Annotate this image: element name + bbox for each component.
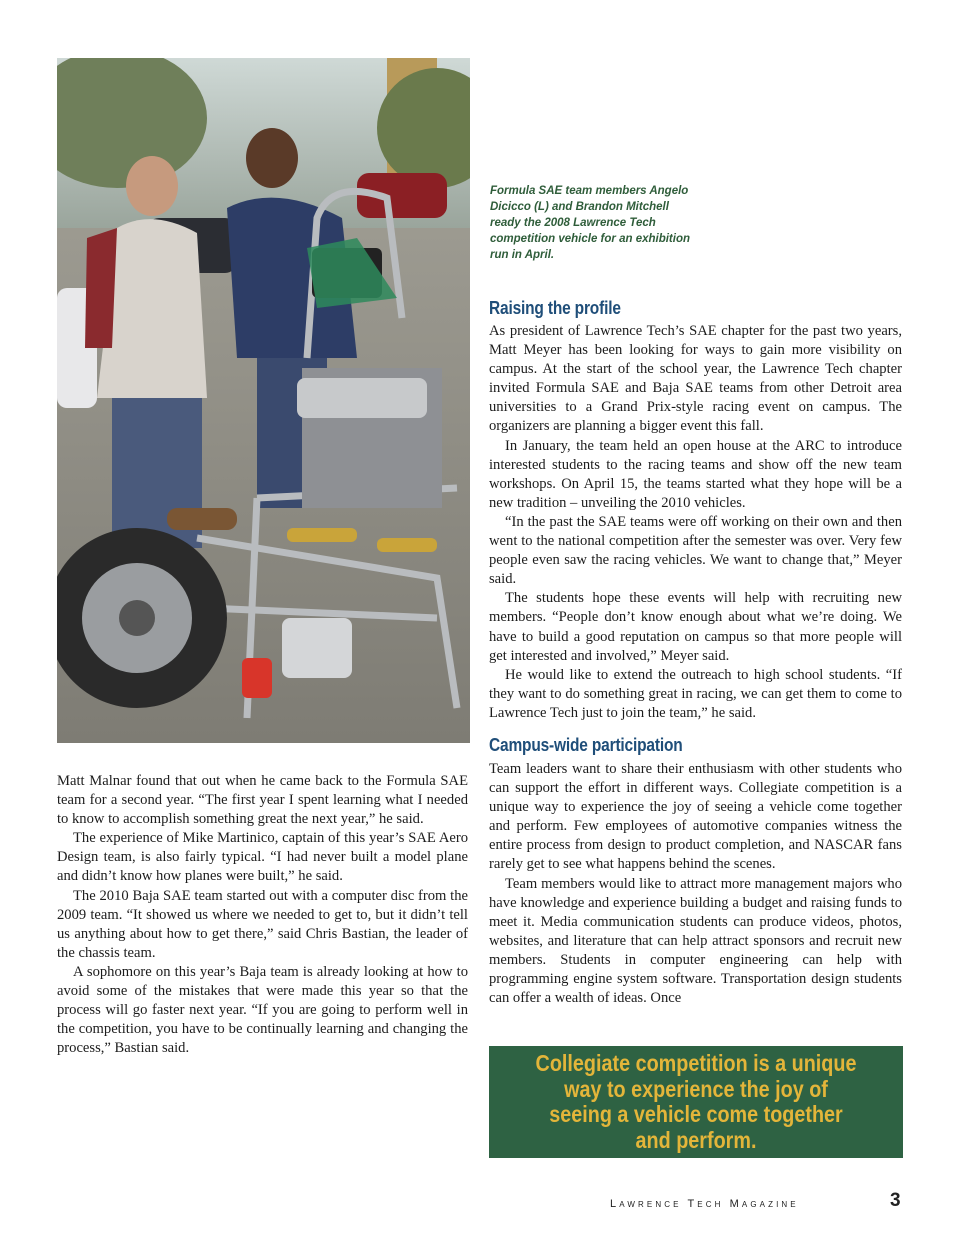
photo-image — [57, 58, 470, 743]
section-heading-campus-wide: Campus-wide participation — [489, 735, 683, 755]
article-photo — [57, 58, 470, 743]
photo-caption: Formula SAE team members Angelo Dicicco (L) and Brandon Mitchell ready the 2008 Lawrence Tech competition vehicle for an exhibition run in April. — [490, 185, 690, 261]
paragraph: He would like to extend the outreach to high school students. “If they want to do something great in racing, we can get them to come to Lawrence Tech just to join the team,” he said. — [489, 666, 902, 721]
section-heading-raising-profile: Raising the profile — [489, 298, 621, 318]
paragraph: “In the past the SAE teams were off working on their own and then went to the national competition after the semester was over. Very few people even saw the racing vehicles. We want to change that,” Meyer said. — [489, 513, 902, 588]
left-column — [57, 772, 468, 1058]
pull-quote-box — [489, 1046, 903, 1158]
magazine-name: Lawrence Tech Magazine — [610, 1198, 799, 1210]
paragraph: In January, the team held an open house at the ARC to introduce interested students to the racing teams and show off the new team workshops. On April 15, the teams started what they hope will be a new tradition – unveiling the 2010 vehicles. — [489, 437, 902, 511]
paragraph: Team leaders want to share their enthusiasm with other students who can support the effort in different ways. Collegiate competition is a unique way to experience the joy of seeing a vehicle come together and perform. Few employees of automotive companies witness the entire process from design to product completion, and NASCAR fans rarely get to see what happens behind the scenes. — [489, 761, 902, 873]
section2-body — [489, 760, 902, 1008]
section1-body — [489, 322, 902, 723]
paragraph: The students hope these events will help with recruiting new members. “People don’t know enough about what we’re doing. We have to build a good reputation on campus so that more people will get interested and involved,” Meyer said. — [489, 590, 902, 664]
paragraph: A sophomore on this year’s Baja team is already looking at how to avoid some of the mistakes that were made this year so that the process will go faster next year. “If you are going to perform well in the competition, you have to be continually learning and changing the process,” Bastian said. — [57, 963, 468, 1057]
paragraph: As president of Lawrence Tech’s SAE chapter for the past two years, Matt Meyer has been looking for ways to gain more visibility on campus. At the start of the school year, the Lawrence Tech chapter invited Formula SAE and Baja SAE teams from other Detroit area universities to a Grand Prix-style racing event on campus. The organizers are planning a bigger event this fall. — [489, 323, 902, 435]
page-number: 3 — [890, 1190, 901, 1211]
paragraph: The 2010 Baja SAE team started out with a computer disc from the 2009 team. “It showed us where we needed to get to, but it didn’t tell us anything about how to get there,” said Chris Bastian, the leader of the chassis team. — [57, 887, 468, 961]
paragraph: The experience of Mike Martinico, captain of this year’s SAE Aero Design team, is also fairly typical. “I had never built a model plane and didn’t know how planes were built,” he said. — [57, 830, 468, 885]
paragraph: Matt Malnar found that out when he came back to the Formula SAE team for a second year. “The first year I spent learning what I needed to know to accomplish something great the next year,” he said. — [57, 773, 468, 828]
paragraph: Team members would like to attract more management majors who have knowledge and experience building a budget and raising funds to meet it. Media communication students can produce videos, photos, websites, and literature that can help attract sponsors and recruit new members. Students in computer engineering can help with programming engine system software. Transportation design students can offer a wealth of ideas. Once — [489, 875, 902, 1007]
pull-quote-text: Collegiate competition is a unique way to experience the joy of seeing a vehicle come together and perform. — [535, 1050, 857, 1153]
